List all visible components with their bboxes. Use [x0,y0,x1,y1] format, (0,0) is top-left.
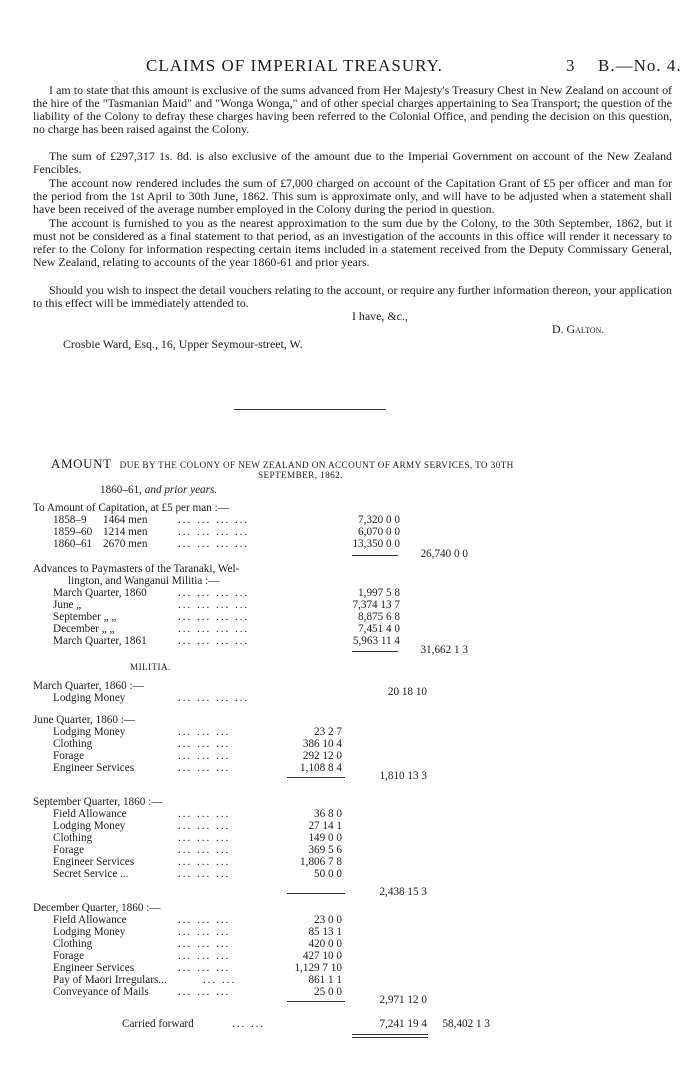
row-amount: 27 14 1 [308,820,342,832]
row-label: Conveyance of Mails [53,986,149,998]
capitation-amount: 6,070 0 0 [358,526,400,538]
row-label: Engineer Services [53,762,135,774]
statement-heading-word: AMOUNT [51,456,112,471]
row-amount: 23 0 0 [314,914,342,926]
row-label: Lodging Money [53,820,126,832]
december-quarter-total: 2,971 12 0 [379,994,427,1006]
capitation-amount: 13,350 0 0 [352,538,400,550]
letter-paragraph-1: I am to state that this amount is exclusive of the sums advanced from Her Majesty's Treasury Chest in New Zealand on account of the hire of the "Tasmanian Maid" and "Wonga Wonga," and of other special charges appertaining to Sea Transport; the question of the liability of the Colony to defray these charges having been referred to the Colonial Office, and pending the decision on this question, no charge has been raised against the Colony. [33,83,672,136]
row-label: Pay of Maori Irregulars... [53,974,167,986]
statement-heading-rest: DUE BY THE COLONY OF NEW ZEALAND ON ACCOUNT OF ARMY SERVICES, TO 30TH [119,460,514,470]
row-amount: 149 0 0 [308,832,342,844]
advances-row-label: March Quarter, 1861 [53,635,147,647]
september-quarter-total: 2,438 15 3 [379,886,427,898]
row-amount: 20 18 10 [387,686,427,698]
row-amount: 85 13 1 [308,926,342,938]
june-quarter-total: 1,810 13 3 [379,770,427,782]
capitation-men: 1464 men [103,514,148,526]
row-amount: 1,108 8 4 [300,762,342,774]
row-amount: 386 10 4 [302,738,342,750]
letter-paragraph-3: The account now rendered includes the sum of £7,000 charged on account of the Capitation Grant of £5 per officer and man for the period from the 1st April to 30th June, 1862. This sum is approximate only, and will have to be adjusted when a statement shall have been received of the average number employed in the Colony during the period in question. [33,176,672,216]
row-amount: 420 0 0 [308,938,342,950]
carried-forward-grand-total: 58,402 1 3 [442,1018,490,1030]
statement-period: 1860–61, and prior years. [100,484,218,496]
march-quarter-label: March Quarter, 1860 :— [33,680,144,692]
advances-row-label: June „ [53,599,82,611]
row-amount: 369 5 6 [308,844,342,856]
row-amount: 861 1 1 [308,974,342,986]
row-label: Engineer Services [53,856,135,868]
letter-paragraph-2: The sum of £297,317 1s. 8d. is also exclusive of the amount due to the Imperial Government on account of the New Zealand Fencibles. [33,149,672,176]
advances-row-label: September „ „ [53,611,117,623]
letter-paragraph-4: The account is furnished to you as the nearest approximation to the sum due by the Colony, to the 30th September, 1862, but it must not be considered as a final statement to that period, as an investigation of the accounts in this office will render it necessary to refer to the Colony for information respecting certain items included in a statement received from the Deputy Commissary General, New Zealand, relating to accounts of the year 1860-61 and prior years. [33,216,672,269]
subtotal-rule [352,555,398,556]
capitation-men: 1214 men [103,526,148,538]
letter-addressee: Crosbie Ward, Esq., 16, Upper Seymour-street, W. [63,337,303,351]
row-amount: 427 10 0 [302,950,342,962]
row-label: Clothing [53,938,93,950]
row-label: Field Allowance [53,808,127,820]
letter-signature: D. Galton. [552,322,605,336]
capitation-men: 2670 men [103,538,148,550]
row-amount: 25 0 0 [314,986,342,998]
total-rule [352,1037,428,1038]
capitation-year: 1859–60 [53,526,93,538]
carried-forward-militia-total: 7,241 19 4 [379,1018,427,1030]
advances-row-amount: 7,374 13 7 [352,599,400,611]
june-quarter-label: June Quarter, 1860 :— [33,714,136,726]
advances-total: 31,662 1 3 [420,644,468,656]
capitation-amount: 7,320 0 0 [358,514,400,526]
subtotal-rule [287,1001,345,1002]
advances-row-amount: 5,963 11 4 [352,635,400,647]
statement-heading-line2: SEPTEMBER, 1862. [258,470,343,480]
row-label: Forage [53,844,85,856]
row-label: Lodging Money [53,726,126,738]
row-label: Engineer Services [53,962,135,974]
row-amount: 23 2 7 [314,726,342,738]
row-label: Forage [53,950,85,962]
subtotal-rule [287,777,345,778]
carried-forward-label: Carried forward [122,1018,194,1030]
row-label: Clothing [53,738,93,750]
section-divider [234,409,386,410]
september-quarter-label: September Quarter, 1860 :— [33,796,163,808]
capitation-year: 1860–61 [53,538,93,550]
advances-label-2: lington, and Wanganui Militia :— [68,575,220,587]
row-amount: 1,129 7 10 [294,962,342,974]
capitation-label: To Amount of Capitation, at £5 per man :— [33,502,229,514]
letter-paragraph-5: Should you wish to inspect the detail vouchers relating to the account, or require any further information thereon, your application to this effect will be immediately attended to. [33,283,672,310]
advances-row-amount: 7,451 4 0 [358,623,400,635]
capitation-total: 26,740 0 0 [420,548,468,560]
advances-row-label: December „ „ [53,623,115,635]
running-head-title: CLAIMS OF IMPERIAL TREASURY. [146,56,443,75]
advances-row-amount: 1,997 5 8 [358,587,400,599]
advances-row-amount: 8,875 6 8 [358,611,400,623]
row-amount: 36 8 0 [314,808,342,820]
total-rule [352,1034,428,1035]
row-label: Lodging Money [53,692,126,704]
capitation-year: 1858–9 [53,514,87,526]
subtotal-rule [287,893,345,894]
row-label: Secret Service ... [53,868,129,880]
row-amount: 1,806 7 8 [300,856,342,868]
row-label: Clothing [53,832,93,844]
december-quarter-label: December Quarter, 1860 :— [33,902,161,914]
row-amount: 50 0 0 [314,868,342,880]
militia-heading: MILITIA. [130,662,171,672]
subtotal-rule [352,651,398,652]
advances-row-label: March Quarter, 1860 [53,587,147,599]
page-number: 3 [566,56,576,75]
paper-id: B.—No. 4. [598,56,682,75]
row-label: Forage [53,750,85,762]
letter-closing: I have, &c., [352,309,408,323]
row-amount: 292 12 0 [302,750,342,762]
row-label: Lodging Money [53,926,126,938]
advances-label-1: Advances to Paymasters of the Taranaki, Wel- [33,563,240,575]
row-label: Field Allowance [53,914,127,926]
